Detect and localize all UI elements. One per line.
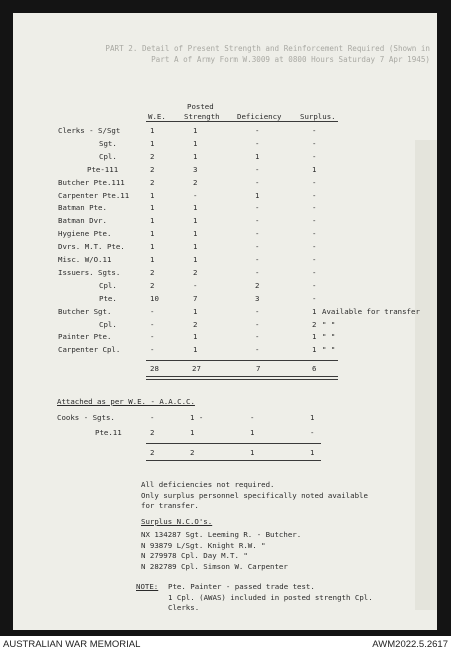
- faint-header-line-2: Part A of Army Form W.3009 at 0800 Hours Saturday 7 Apr 1945): [151, 55, 430, 64]
- attached-cell-we: -: [150, 413, 155, 422]
- cell-posted: 1: [193, 332, 198, 342]
- cell-deficiency: -: [255, 255, 260, 264]
- cell-surplus: -: [312, 126, 317, 135]
- attached-heading: Attached as per W.E. - A.A.C.C.: [57, 397, 195, 406]
- cell-deficiency: -: [255, 138, 260, 148]
- cell-surplus: -: [312, 229, 317, 239]
- attached-total-deficiency: 1: [250, 448, 255, 457]
- row-label: Butcher Pte.111: [58, 177, 125, 187]
- cell-deficiency: -: [255, 126, 260, 135]
- cell-posted: 1: [193, 345, 198, 355]
- cell-surplus: -: [312, 138, 317, 148]
- row-label: Carpenter Cpl.: [58, 345, 121, 355]
- attached-total-posted: 2: [190, 448, 195, 457]
- cell-surplus: -: [312, 293, 317, 303]
- cell-surplus: -: [312, 203, 317, 213]
- cell-posted: 3: [193, 164, 198, 174]
- cell-we: 2: [150, 267, 155, 277]
- surplus-entry: NX 134287 Sgt. Leeming R. - Butcher.: [141, 530, 302, 539]
- row-label: Misc. W/O.11: [58, 255, 112, 264]
- cell-posted: 1: [193, 203, 198, 213]
- row-label: Butcher Sgt.: [58, 306, 112, 316]
- footer-accession-number: AWM2022.5.2617: [372, 639, 448, 650]
- totals-rule-2: [146, 379, 338, 380]
- cell-posted: 1: [193, 242, 198, 252]
- cell-posted: 2: [193, 177, 198, 187]
- cell-posted: 1: [193, 126, 198, 135]
- column-header-strength: Strength: [184, 112, 220, 121]
- column-header-posted: Posted: [187, 102, 214, 111]
- note-detail-line: 1 Cpl. (AWAS) included in posted strength Cpl.: [168, 592, 373, 602]
- attached-row-label: Cooks - Sgts.: [57, 413, 115, 422]
- attached-row-label: Pte.11: [95, 428, 122, 437]
- cell-we: -: [150, 332, 155, 342]
- attached-cell-posted: 1: [190, 428, 195, 437]
- cell-deficiency: -: [255, 267, 260, 277]
- cell-surplus: 1: [312, 306, 317, 316]
- cell-posted: 2: [193, 267, 198, 277]
- row-label: Sgt.: [99, 138, 117, 148]
- total-deficiency: 7: [256, 364, 261, 374]
- row-label: Cpl.: [99, 151, 117, 161]
- row-label: Pte.: [99, 293, 117, 303]
- row-label: Painter Pte.: [58, 332, 112, 342]
- cell-note: Available for transfer: [322, 306, 420, 316]
- cell-we: -: [150, 319, 155, 329]
- cell-we: 2: [150, 177, 155, 187]
- cell-deficiency: -: [255, 216, 260, 226]
- cell-posted: 1: [193, 216, 198, 226]
- cell-deficiency: 3: [255, 293, 260, 303]
- cell-we: 1: [150, 242, 155, 252]
- row-label: Issuers. Sgts.: [58, 267, 121, 277]
- column-header-surplus: Surplus.: [300, 112, 336, 121]
- cell-deficiency: -: [255, 177, 260, 187]
- row-label: Hygiene Pte.: [58, 229, 112, 239]
- totals-rule-top: [146, 360, 338, 361]
- note-line: Only surplus personnel specifically noted available: [141, 490, 368, 500]
- note-line: All deficiencies not required.: [141, 480, 275, 489]
- note-detail-line: Clerks.: [168, 603, 200, 612]
- cell-note: " ": [322, 332, 336, 342]
- cell-we: 2: [150, 164, 155, 174]
- row-label: Clerks - S/Sgt: [58, 126, 121, 135]
- footer-bar: [0, 636, 451, 653]
- attached-cell-surplus: -: [310, 428, 315, 437]
- cell-posted: 1: [193, 255, 198, 264]
- cell-deficiency: -: [255, 306, 260, 316]
- cell-we: 2: [150, 280, 155, 290]
- row-label: Batman Pte.: [58, 203, 107, 213]
- cell-surplus: -: [312, 267, 317, 277]
- cell-surplus: -: [312, 190, 317, 200]
- attached-cell-we: 2: [150, 428, 155, 437]
- cell-surplus: 1: [312, 345, 317, 355]
- cell-deficiency: -: [255, 229, 260, 239]
- cell-we: 1: [150, 190, 155, 200]
- cell-we: -: [150, 345, 155, 355]
- surplus-entry: N 279978 Cpl. Day M.T. ": [141, 551, 248, 560]
- row-label: Dvrs. M.T. Pte.: [58, 242, 125, 252]
- cell-we: 1: [150, 126, 155, 135]
- surplus-entry: N 93879 L/Sgt. Knight R.W. ": [141, 540, 266, 550]
- cell-posted: 1: [193, 306, 198, 316]
- row-label: Carpenter Pte.11: [58, 190, 130, 200]
- attached-total-we: 2: [150, 448, 155, 457]
- cell-posted: 2: [193, 319, 198, 329]
- cell-surplus: -: [312, 280, 317, 290]
- cell-we: 1: [150, 203, 155, 213]
- cell-deficiency: 2: [255, 280, 260, 290]
- note-detail-line: Pte. Painter - passed trade test.: [168, 582, 315, 591]
- cell-deficiency: -: [255, 345, 260, 355]
- cell-surplus: -: [312, 242, 317, 252]
- total-posted: 27: [192, 364, 201, 374]
- cell-posted: 1: [193, 229, 198, 239]
- note-line: for transfer.: [141, 501, 199, 510]
- faint-header-line-1: PART 2. Detail of Present Strength and Reinforcement Required (Shown in: [105, 44, 430, 53]
- cell-deficiency: -: [255, 203, 260, 213]
- row-label: Batman Dvr.: [58, 216, 107, 226]
- cell-we: 1: [150, 138, 155, 148]
- cell-note: " ": [322, 345, 336, 355]
- cell-we: 1: [150, 255, 155, 264]
- attached-rule-bottom: [146, 460, 321, 461]
- cell-we: -: [150, 306, 155, 316]
- total-we: 28: [150, 364, 159, 374]
- note-label: NOTE:: [136, 582, 159, 591]
- cell-posted: -: [193, 280, 198, 290]
- surplus-heading: Surplus N.C.O's.: [141, 517, 213, 526]
- attached-cell-posted: 1 -: [190, 413, 204, 422]
- column-header-we: W.E.: [148, 112, 166, 121]
- totals-rule-1: [146, 376, 338, 377]
- cell-deficiency: -: [255, 319, 260, 329]
- cell-we: 2: [150, 151, 155, 161]
- cell-deficiency: 1: [255, 190, 260, 200]
- surplus-entry: N 282789 Cpl. Simson W. Carpenter: [141, 561, 288, 571]
- cell-surplus: -: [312, 255, 317, 264]
- attached-cell-deficiency: 1: [250, 428, 255, 437]
- cell-surplus: -: [312, 177, 317, 187]
- cell-posted: 1: [193, 138, 198, 148]
- cell-note: " ": [322, 319, 336, 329]
- cell-surplus: -: [312, 216, 317, 226]
- cell-deficiency: -: [255, 242, 260, 252]
- cell-deficiency: -: [255, 164, 260, 174]
- total-surplus: 6: [312, 364, 317, 374]
- column-header-deficiency: Deficiency: [237, 112, 282, 121]
- cell-deficiency: 1: [255, 151, 260, 161]
- attached-rule-top: [146, 443, 321, 444]
- cell-posted: 7: [193, 293, 198, 303]
- attached-cell-surplus: 1: [310, 413, 315, 422]
- cell-posted: -: [193, 190, 198, 200]
- header-underline: [146, 121, 338, 122]
- paper-stain: [415, 140, 437, 610]
- row-label: Pte-111: [87, 164, 119, 174]
- row-label: Cpl.: [99, 319, 117, 329]
- footer-credit: AUSTRALIAN WAR MEMORIAL: [3, 639, 141, 650]
- cell-surplus: 1: [312, 332, 317, 342]
- cell-we: 1: [150, 216, 155, 226]
- attached-total-surplus: 1: [310, 448, 315, 457]
- attached-cell-deficiency: -: [250, 413, 255, 422]
- cell-we: 1: [150, 229, 155, 239]
- cell-surplus: -: [312, 151, 317, 161]
- cell-posted: 1: [193, 151, 198, 161]
- cell-we: 10: [150, 293, 159, 303]
- row-label: Cpl.: [99, 280, 117, 290]
- cell-surplus: 2: [312, 319, 317, 329]
- cell-deficiency: -: [255, 332, 260, 342]
- cell-surplus: 1: [312, 164, 317, 174]
